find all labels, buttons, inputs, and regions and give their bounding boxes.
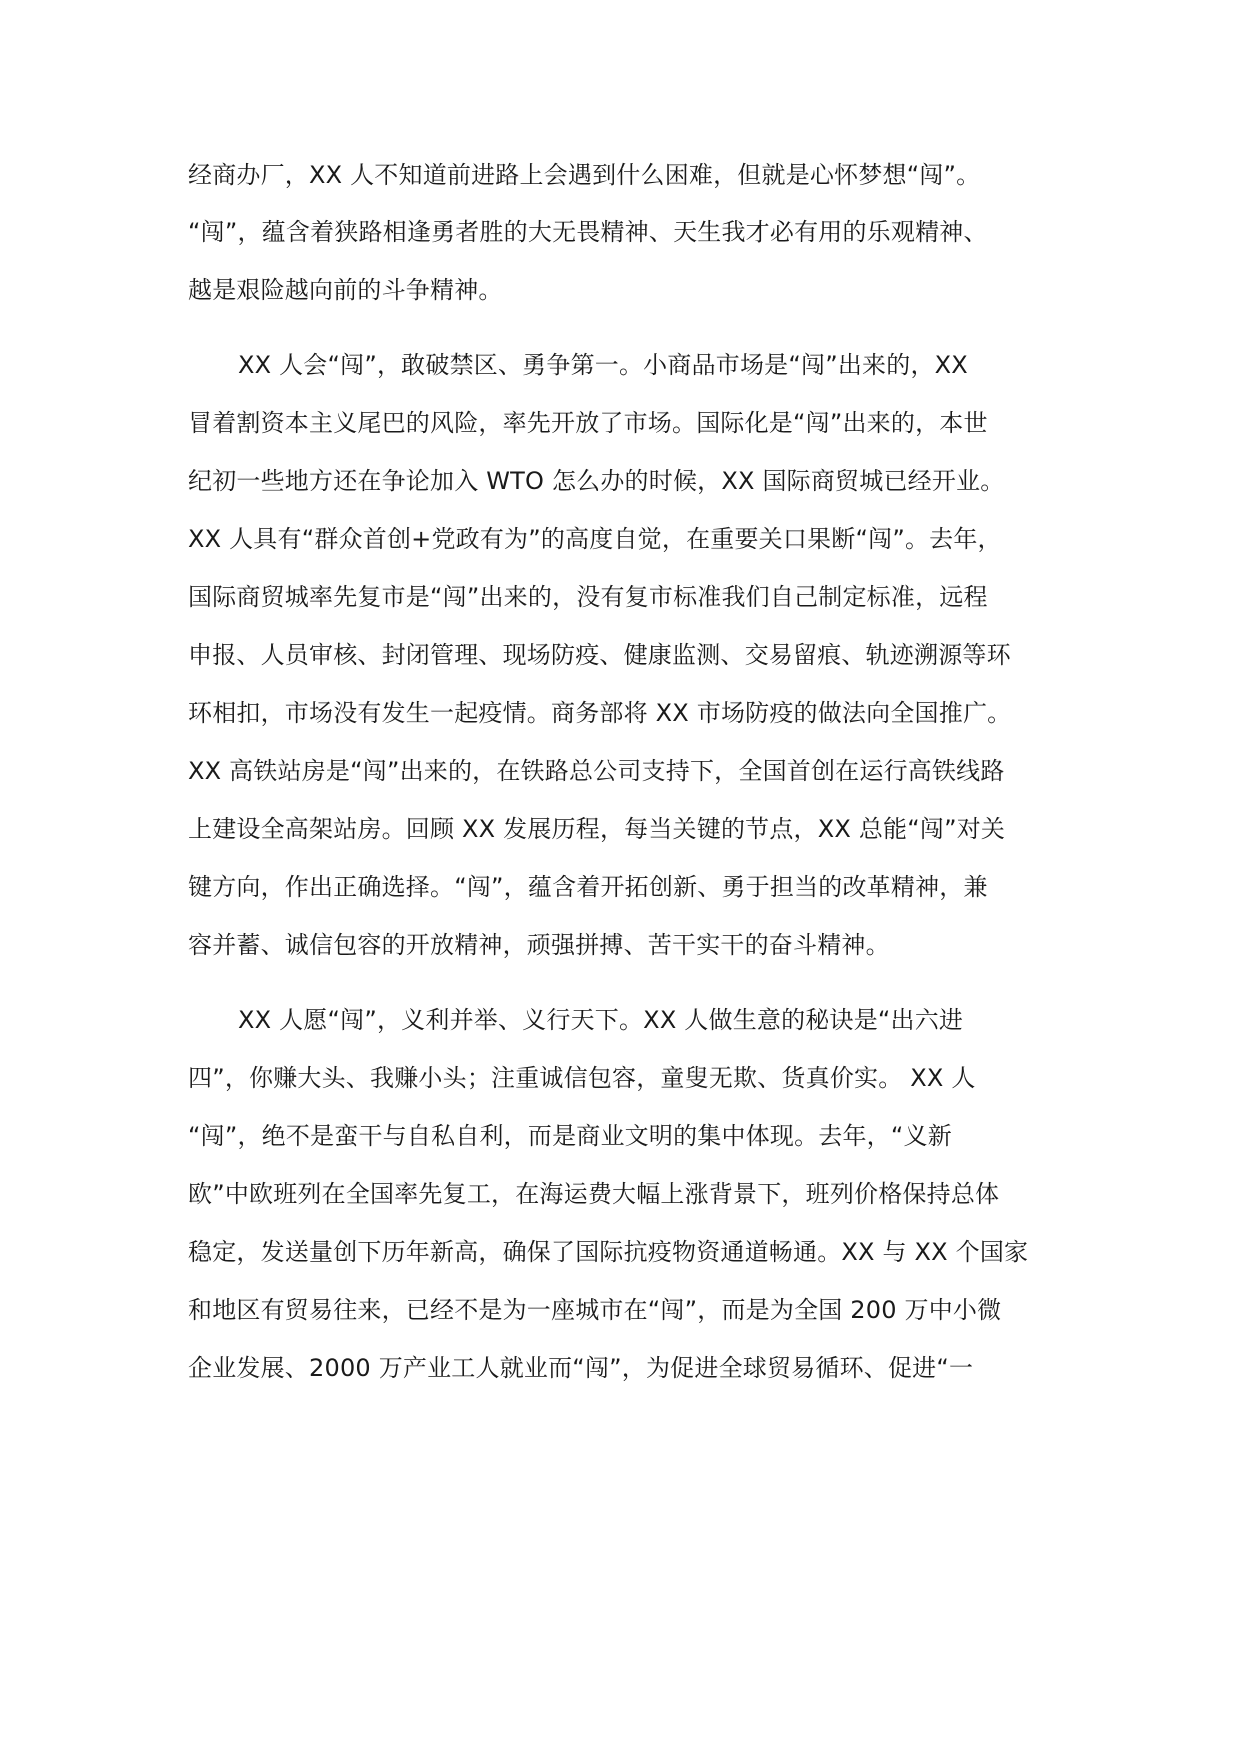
text-line: 环相扣，市场没有发生一起疫情。商务部将 XX 市场防疫的做法向全国推广。 [188,699,1012,727]
text-line: 键方向，作出正确选择。“闯”，蕴含着开拓创新、勇于担当的改革精神，兼 [188,873,988,901]
text-line: “闯”，绝不是蛮干与自私自利，而是商业文明的集中体现。去年，“义新 [188,1122,952,1150]
text-line: 欧”中欧班列在全国率先复工，在海运费大幅上涨背景下，班列价格保持总体 [188,1180,1000,1208]
text-line: 和地区有贸易往来，已经不是为一座城市在“闯”，而是为全国 200 万中小微 [188,1296,1002,1324]
text-line: 越是艰险越向前的斗争精神。 [188,276,503,304]
text-line: 冒着割资本主义尾巴的风险，率先开放了市场。国际化是“闯”出来的，本世 [188,409,988,437]
text-line: XX 人会“闯”，敢破禁区、勇争第一。小商品市场是“闯”出来的，XX [238,351,968,379]
text-line: 容并蓄、诚信包容的开放精神，顽强拼搏、苦干实干的奋斗精神。 [188,931,890,959]
text-line: 企业发展、2000 万产业工人就业而“闯”，为促进全球贸易循环、促进“一 [188,1354,974,1382]
text-line: 四”，你赚大头、我赚小头；注重诚信包容，童叟无欺、货真价实。 XX 人 [188,1064,976,1092]
text-line: 稳定，发送量创下历年新高，确保了国际抗疫物资通道畅通。XX 与 XX 个国家 [188,1238,1029,1266]
text-line: XX 人具有“群众首创+党政有为”的高度自觉，在重要关口果断“闯”。去年， [188,525,1002,553]
text-line: 经商办厂，XX 人不知道前进路上会遇到什么困难，但就是心怀梦想“闯”。 [188,161,981,189]
text-line: 上建设全高架站房。回顾 XX 发展历程，每当关键的节点，XX 总能“闯”对关 [188,815,1006,843]
text-line: XX 人愿“闯”，义利并举、义行天下。XX 人做生意的秘诀是“出六进 [238,1006,964,1034]
text-line: 纪初一些地方还在争论加入 WTO 怎么办的时候，XX 国际商贸城已经开业。 [188,467,1005,495]
text-line: 国际商贸城率先复市是“闯”出来的，没有复市标准我们自己制定标准，远程 [188,583,988,611]
text-line: XX 高铁站房是“闯”出来的，在铁路总公司支持下，全国首创在运行高铁线路 [188,757,1005,785]
text-line: 申报、人员审核、封闭管理、现场防疫、健康监测、交易留痕、轨迹溯源等环 [188,641,1011,669]
text-line: “闯”，蕴含着狭路相逢勇者胜的大无畏精神、天生我才必有用的乐观精神、 [188,218,988,246]
